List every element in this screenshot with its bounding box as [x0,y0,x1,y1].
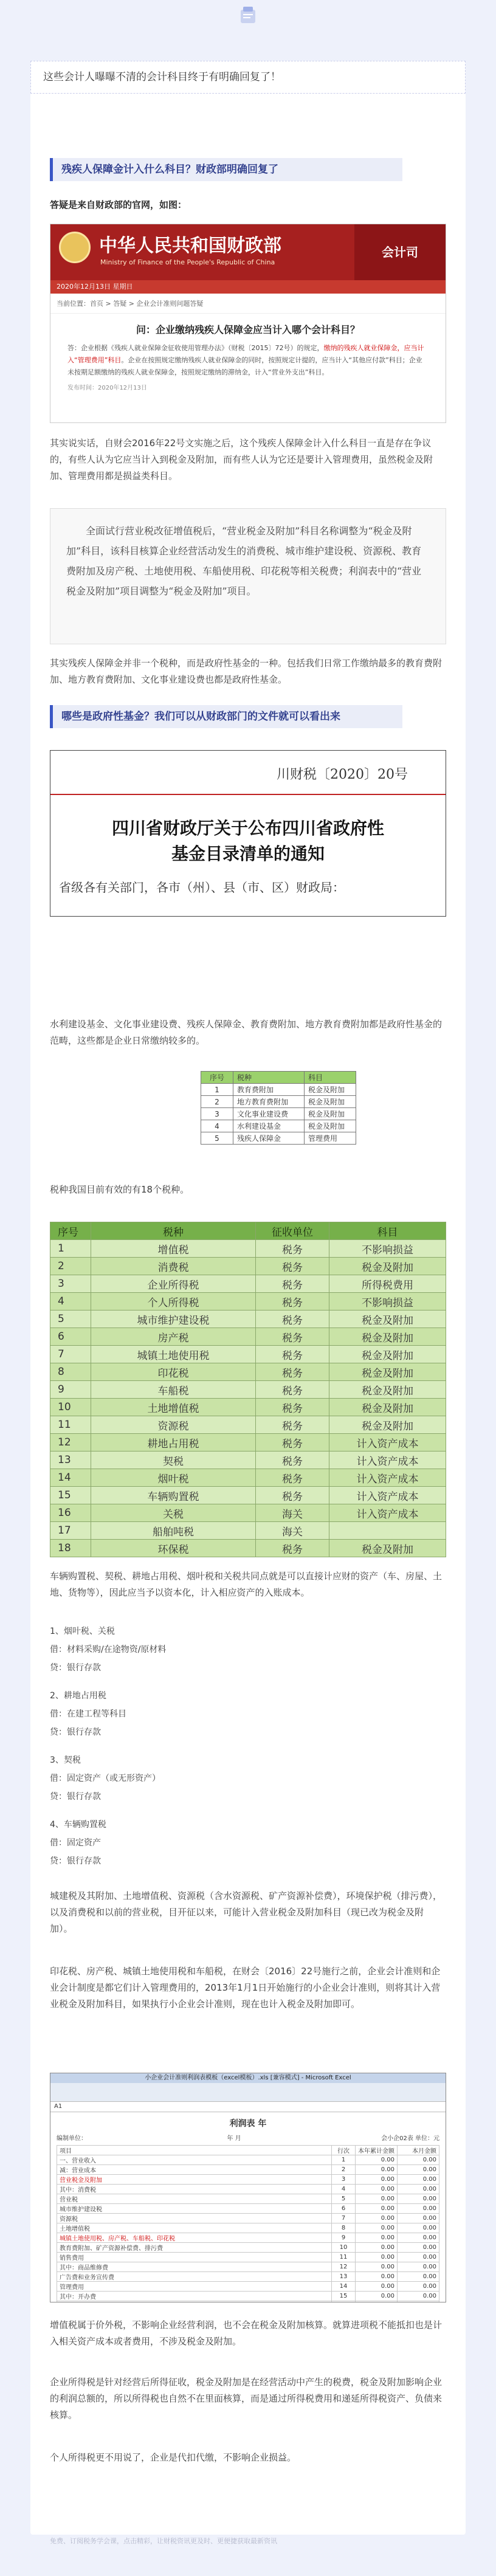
table-row: 3 文化事业建设费 税金及附加 [201,1108,356,1120]
table-row: 3 企业所得税 税务 所得税费用 [50,1275,446,1293]
paragraph-2: 其实残疾人保障金并非一个税种，而是政府性基金的一种。包括我们日常工作缴纳最多的教育费附加、地方教育费附加、文化事业建设费也都是政府性基金。 [50,658,443,685]
excel-formula-bar: A1 [50,2102,446,2112]
notice-addressee: 省级各有关部门，各市（州）、县（市、区）财政局： [59,880,345,895]
table-row: 2 地方教育费附加 税金及附加 [201,1096,356,1108]
mof-website-screenshot [50,224,446,423]
grid-row [57,2301,439,2303]
notice-title: 四川省财政厅关于公布四川省政府性 基金目录清单的通知 [111,818,384,864]
entry-debit: 借：固定资产 [50,1838,101,1848]
table-row: 12 耕地占用税 税务 计入资产成本 [50,1434,446,1452]
grid-row: 营业税金及附加 3 0.00 0.00 [57,2175,439,2185]
publish-date: 发布时间：2020年12月13日 [67,385,147,391]
paragraph-5: 车辆购置税、契税、耕地占用税、烟叶税和关税共同点就是可以直接计应财的资产（车、房屋、土地、货物等），因此应当予以资本化，计入相应资产的入账成本。 [50,1571,443,1598]
regulation-quote [50,508,446,644]
paragraph-10: 个人所得税更不用说了，企业是代扣代缴，不影响企业损益。 [50,2452,297,2463]
table-row: 1 教育费附加 税金及附加 [201,1084,356,1096]
grid-row: 一、营业收入 1 0.00 0.00 [57,2155,439,2165]
breadcrumb: 当前位置：首页 > 答疑 > 企业会计准则问题答疑 [50,294,446,314]
paragraph-7: 印花税、房产税、城镇土地使用税和车船税，在财会〔2016〕22号施行之前，企业会计准则和企业会计制度是都它们计入管理费用的，2013年1月1日开始施行的小企业会计准则，则将其计入营业税金及附加科目，如果执行小企业会计准则，现在也计入税金及附加即可。 [50,1966,441,2009]
entry-credit: 贷：银行存款 [50,1663,101,1673]
paragraph-9: 企业所得税是针对经营后所得征收，税金及附加是在经营活动中产生的税费，税金及附加影响企业的利润总额的，所以所得税也自然不在里面核算，而是通过所得税费用和递延所得税资产、负债来核算。 [50,2377,443,2420]
mof-title: 中华人民共和国财政部 [99,235,281,257]
excel-ribbon [50,2083,446,2102]
question-title: 问：企业缴纳残疾人保障金应当计入哪个会计科目？ [136,324,360,336]
reply-intro: 答疑是来自财政部的官网，如图： [50,199,187,210]
mof-dept-label: 会计司 [354,224,446,280]
entry-debit: 借：材料采购/在途物资/原材料 [50,1645,167,1655]
tax-table [50,1222,446,1557]
paragraph-4: 税种我国目前有效的有18个税种。 [50,1184,190,1195]
table-row: 5 残疾人保障金 管理费用 [201,1132,356,1145]
grid-row: 管理费用 14 0.00 0.00 [57,2282,439,2292]
mof-title-en: Ministry of Finance of the People's Republic of China [100,258,275,266]
grid-row: 教育费附加、矿产资源补偿费、排污费 10 0.00 0.00 [57,2243,439,2253]
grid-row: 减：营业成本 2 0.00 0.00 [57,2165,439,2175]
table-row: 5 城市维护建设税 税务 税金及附加 [50,1310,446,1328]
paragraph-3: 水利建设基金、文化事业建设费、残疾人保障金、教育费附加、地方教育费附加都是政府性基金的范畴，这些都是企业日常缴纳较多的。 [50,1019,443,1046]
table-row: 9 车船税 税务 税金及附加 [50,1381,446,1399]
income-statement-grid [57,2145,439,2302]
mof-nav-bar: 2020年12月13日 星期日 [50,280,446,294]
entry-title: 4、车辆购置税 [50,1820,106,1830]
grid-row: 其中：商品维修费 12 0.00 0.00 [57,2262,439,2272]
grid-row: 营业税 5 0.00 0.00 [57,2194,439,2204]
entry-title: 3、契税 [50,1755,81,1765]
section-heading-2: 哪些是政府性基金？我们可以从财政部门的文件就可以看出来 [50,705,402,728]
sheet-subheader: 编制单位： 年 月 会小企02表 单位：元 [57,2135,439,2142]
table-row: 4 个人所得税 税务 不影响损益 [50,1293,446,1310]
answer-text: 答：企业根据《残疾人就业保障金征收使用管理办法》（财税〔2015〕72号）的规定，缴纳的残疾人就业保障金，应当计入“管理费用”科目。企业在按照规定缴纳残疾人就业保障金的同时，按照规定计提的，应当计入“其他应付款”科目；企业未按期足额缴纳的残疾人就业保障金，按照规定缴纳的滞纳金，计入“营业外支出”科目。 [67,344,424,376]
table-row: 14 烟叶税 税务 计入资产成本 [50,1469,446,1487]
table-row: 18 环保税 税务 税金及附加 [50,1540,446,1557]
excel-titlebar: 小企业会计准则利润表模板（excel模板）.xls [兼容模式] - Microsoft Excel [50,2073,446,2083]
table-header-row: 序号 税种 征收单位 科目 [50,1222,446,1240]
paragraph-6: 城建税及其附加、土地增值税、资源税（含水资源税、矿产资源补偿费），环境保护税（排污费），以及消费税和以前的营业税，目开征以来，可能计入营业税金及附加科目（现已改为税金及附加）。 [50,1890,443,1934]
article-header-icon [236,4,260,28]
grid-row: 城市维护建设税 6 0.00 0.00 [57,2204,439,2214]
grid-row: 土地增值税 8 0.00 0.00 [57,2223,439,2233]
table-row: 2 消费税 税务 税金及附加 [50,1258,446,1275]
sheet-title: 利润表 年 [229,2119,267,2129]
footer-text: 免费、订阅税务学会课，点击精彩，让财税资讯更及时、更便捷获取最新资讯 [50,2537,277,2545]
official-notice-screenshot [50,750,446,917]
table-row: 16 关税 海关 计入资产成本 [50,1504,446,1522]
grid-header-row: 项目 行次 本年累计金额 本月金额 [57,2146,439,2155]
table-header-row: 序号 税种 科目 [201,1072,356,1084]
entry-title: 2、耕地占用税 [50,1691,106,1701]
entry-credit: 贷：银行存款 [50,1856,101,1866]
entry-debit: 借：固定资产（或无形资产） [50,1774,160,1783]
table-row: 10 土地增值税 税务 税金及附加 [50,1399,446,1416]
table-row: 15 车辆购置税 税务 计入资产成本 [50,1487,446,1504]
excel-screenshot [50,2073,446,2302]
table-row: 1 增值税 税务 不影响损益 [50,1240,446,1258]
table-row: 4 水利建设基金 税金及附加 [201,1120,356,1132]
national-emblem-icon [59,232,91,263]
grid-row: 资源税 7 0.00 0.00 [57,2214,439,2223]
grid-row: 其中：开办费 15 0.00 0.00 [57,2292,439,2301]
table-row: 8 印花税 税务 税金及附加 [50,1363,446,1381]
table-row: 11 资源税 税务 税金及附加 [50,1416,446,1434]
table-row: 17 船舶吨税 海关 [50,1522,446,1540]
entry-title: 1、烟叶税、关税 [50,1627,115,1636]
grid-row: 城镇土地使用税、房产税、车船税、印花税 9 0.00 0.00 [57,2233,439,2243]
document-number: 川财税〔2020〕20号 [277,767,408,782]
quote-text: 全面试行营业税改征增值税后，“营业税金及附加”科目名称调整为“税金及附加”科目，该科目核算企业经营活动发生的消费税、城市维护建设税、资源税、教育费附加及房产税、土地使用税、车船使用税、印花税等相关税费；利润表中的“营业税金及附加”项目调整为“税金及附加”项目。 [66,525,422,597]
entry-debit: 借：在建工程等科目 [50,1709,126,1719]
grid-row: 销售费用 11 0.00 0.00 [57,2253,439,2262]
table-row: 6 房产税 税务 税金及附加 [50,1328,446,1346]
table-row: 7 城镇土地使用税 税务 税金及附加 [50,1346,446,1363]
lead-text: 这些会计人曝曝不清的会计科目终于有明确回复了！ [30,61,466,94]
paragraph-1: 其实说实话，自财会2016年22号文实施之后，这个残疾人保障金计入什么科目一直是存在争议的，有些人认为它应当计入到税金及附加，而有些人认为它还是要计入管理费用，虽然税金及附加、管理费用都是损益类科目。 [50,438,433,481]
section-heading-1: 残疾人保障金计入什么科目？财政部明确回复了 [50,158,402,181]
paragraph-8: 增值税属于价外税，不影响企业经营利润，也不会在税金及附加核算。就算进项税不能抵扣也是计入相关资产成本或者费用，不涉及税金及附加。 [50,2319,443,2347]
red-rule [50,794,446,795]
entry-credit: 贷：银行存款 [50,1727,101,1737]
grid-row: 其中：消费税 4 0.00 0.00 [57,2185,439,2194]
table-row: 13 契税 税务 计入资产成本 [50,1452,446,1469]
entry-credit: 贷：银行存款 [50,1792,101,1802]
fund-table [201,1071,356,1145]
excel-sheet [50,2112,446,2302]
grid-row: 广告费和业务宣传费 13 0.00 0.00 [57,2272,439,2282]
